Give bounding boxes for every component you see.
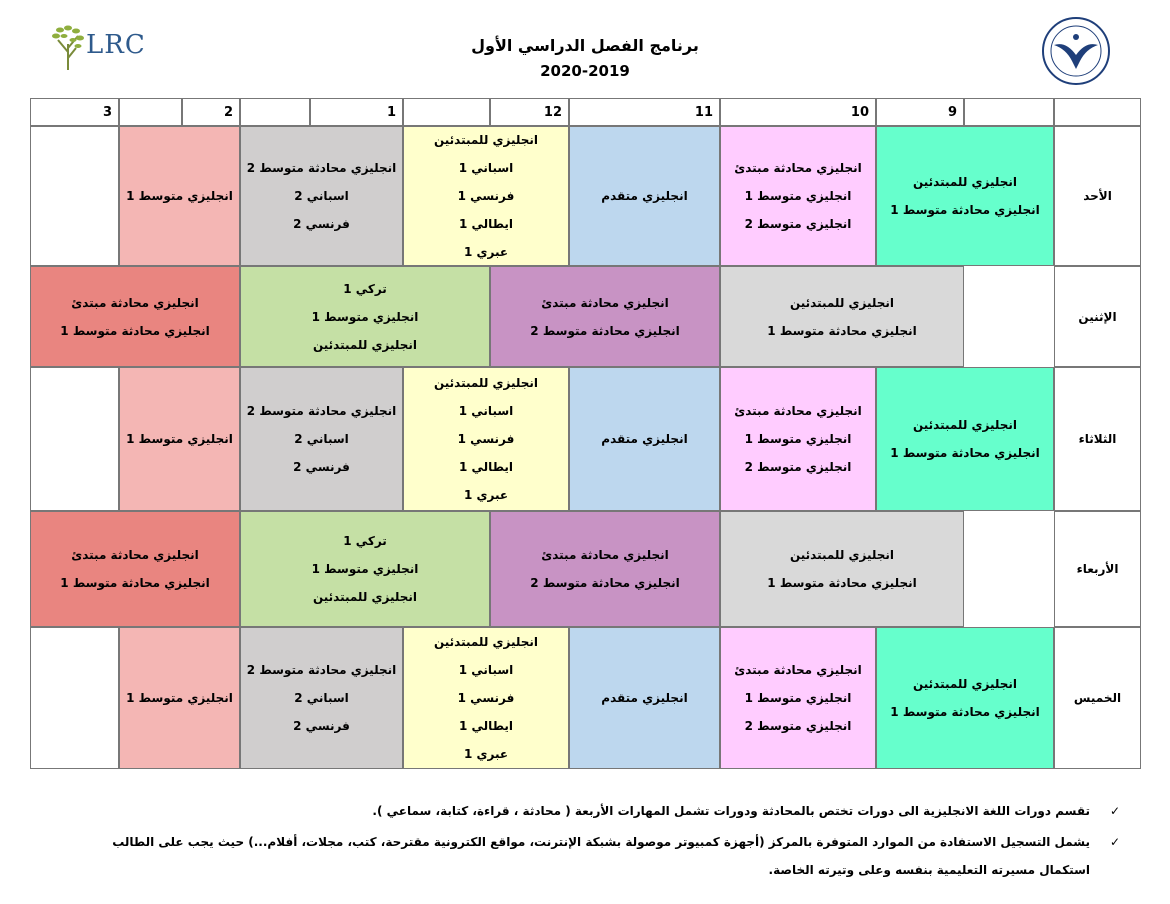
course-cell [569, 367, 720, 511]
time-header [403, 98, 490, 126]
course-cell [720, 126, 876, 266]
course-name: انجليزي متوسط 1 [744, 189, 852, 203]
course-name: ايطالي 1 [459, 217, 513, 231]
course-name: انجليزي متوسط 1 [126, 691, 233, 705]
course-cell [720, 266, 964, 367]
course-cell [876, 627, 1054, 769]
note-text: تقسم دورات اللغة الانجليزية الى دورات تختص بالمحادثة ودورات تشمل المهارات الأربعة ( محادثة ، قراءة، كتابة، سماعي ). [372, 804, 1090, 818]
course-name: انجليزي محادثة متوسط 2 [246, 404, 397, 418]
time-label: 1 [386, 104, 396, 120]
time-header [240, 98, 310, 126]
course-name: فرنسي 2 [293, 217, 350, 231]
course-name: فرنسي 1 [457, 691, 515, 705]
course-name: انجليزي متوسط 1 [744, 691, 852, 705]
check-icon: ✓ [1109, 835, 1120, 849]
check-icon: ✓ [1109, 804, 1120, 818]
course-name: انجليزي متقدم [601, 189, 688, 203]
course-name: انجليزي محادثة مبتدئ [734, 404, 862, 418]
course-name: انجليزي محادثة مبتدئ [71, 295, 199, 310]
course-name: انجليزي متقدم [601, 432, 688, 446]
course-name: اسباني 1 [458, 663, 514, 677]
course-name: انجليزي محادثة متوسط 2 [246, 663, 397, 677]
course-name: انجليزي للمبتدئين [312, 337, 418, 352]
time-label: 10 [850, 104, 869, 120]
course-name: انجليزي محادثة مبتدئ [541, 295, 669, 310]
course-name: عبري 1 [463, 488, 509, 502]
course-name: انجليزي متوسط 1 [126, 189, 233, 203]
course-name: انجليزي محادثة متوسط 2 [530, 576, 680, 590]
university-seal-icon [1040, 15, 1112, 87]
course-name: فرنسي 2 [293, 460, 350, 474]
time-label: 3 [102, 104, 112, 120]
course-name: انجليزي محادثة مبتدئ [734, 161, 862, 175]
course-name: اسباني 1 [458, 161, 514, 175]
course-name: انجليزي محادثة متوسط 1 [767, 323, 917, 338]
time-header [182, 98, 240, 126]
course-cell [720, 367, 876, 511]
course-name: انجليزي متوسط 2 [744, 719, 852, 733]
course-name: انجليزي للمبتدئين [912, 677, 1018, 691]
course-name: اسباني 2 [294, 691, 349, 705]
time-header [30, 98, 119, 126]
course-cell [569, 126, 720, 266]
course-name: انجليزي متوسط 1 [311, 309, 419, 324]
note-text: يشمل التسجيل الاستفادة من الموارد المتوفرة بالمركز (أجهزة كمبيوتر موصولة بشبكة الإنترنت، مواقع الكترونية مقترحة، كتب، مجلات، أفلام...) حيث يجب على الطالب استكمال مسيرته التعليمية بنفسه وعلى وتيرته الخاصة. [112, 835, 1090, 877]
time-label: 12 [543, 104, 562, 120]
course-cell [876, 126, 1054, 266]
course-name: انجليزي محادثة متوسط 2 [530, 323, 680, 338]
course-name: انجليزي للمبتدئين [433, 133, 539, 147]
time-header [310, 98, 403, 126]
course-name: اسباني 2 [294, 189, 349, 203]
course-cell [569, 627, 720, 769]
tree-icon [50, 22, 86, 72]
course-cell [720, 627, 876, 769]
course-name: انجليزي للمبتدئين [912, 418, 1018, 432]
course-name: ايطالي 1 [459, 460, 513, 474]
course-name: انجليزي محادثة متوسط 1 [890, 705, 1040, 719]
day-label: الأربعاء [1054, 511, 1141, 627]
course-name: انجليزي للمبتدئين [789, 295, 895, 310]
course-name: انجليزي للمبتدئين [912, 175, 1018, 189]
course-name: انجليزي متوسط 1 [744, 432, 852, 446]
day-label: الثلاثاء [1054, 367, 1141, 511]
course-name: انجليزي محادثة متوسط 1 [60, 323, 210, 338]
course-cell [240, 627, 403, 769]
course-name: اسباني 2 [294, 432, 349, 446]
course-cell [403, 367, 569, 511]
course-name: انجليزي متوسط 2 [744, 460, 852, 474]
header-corner [1054, 98, 1141, 126]
course-name: انجليزي للمبتدئين [433, 376, 539, 390]
course-name: انجليزي محادثة متوسط 1 [767, 576, 917, 590]
course-name: تركي 1 [343, 534, 387, 548]
course-name: فرنسي 1 [457, 432, 515, 446]
note-1 [60, 797, 1120, 825]
course-cell [876, 367, 1054, 511]
course-name: انجليزي للمبتدئين [433, 635, 539, 649]
course-name: انجليزي محادثة متوسط 2 [246, 161, 397, 175]
course-cell [720, 511, 964, 627]
course-cell [240, 367, 403, 511]
course-name: ايطالي 1 [459, 719, 513, 733]
course-name: انجليزي متقدم [601, 691, 688, 705]
course-cell [490, 266, 720, 367]
course-name: انجليزي محادثة متوسط 1 [890, 203, 1040, 217]
time-header [490, 98, 569, 126]
course-cell [403, 126, 569, 266]
day-label: الخميس [1054, 627, 1141, 769]
course-name: انجليزي محادثة مبتدئ [734, 663, 862, 677]
course-cell [119, 367, 240, 511]
course-name: اسباني 1 [458, 404, 514, 418]
note-2 [60, 828, 1120, 884]
course-name: تركي 1 [343, 281, 387, 296]
time-header [876, 98, 964, 126]
course-name: انجليزي محادثة مبتدئ [541, 548, 669, 562]
course-name: انجليزي محادثة متوسط 1 [60, 576, 210, 590]
course-cell [30, 266, 240, 367]
lrc-logo-text: LRC [86, 30, 146, 60]
course-name: انجليزي متوسط 1 [311, 562, 419, 576]
time-label: 2 [223, 104, 233, 120]
course-name: عبري 1 [463, 245, 509, 259]
day-label: الإثنين [1054, 266, 1141, 367]
course-name: انجليزي للمبتدئين [312, 590, 418, 604]
course-cell [240, 266, 490, 367]
time-header [964, 98, 1054, 126]
time-header [720, 98, 876, 126]
course-name: فرنسي 1 [457, 189, 515, 203]
time-label: 11 [694, 104, 713, 120]
time-header [569, 98, 720, 126]
time-header [119, 98, 182, 126]
course-cell [403, 627, 569, 769]
empty-cell [30, 367, 119, 511]
day-label: الأحد [1054, 126, 1141, 266]
course-cell [30, 511, 240, 627]
course-name: فرنسي 2 [293, 719, 350, 733]
lrc-logo [50, 22, 160, 72]
course-name: انجليزي للمبتدئين [789, 548, 895, 562]
page-title: برنامج الفصل الدراسي الأول [471, 36, 699, 55]
course-name: انجليزي محادثة متوسط 1 [890, 446, 1040, 460]
course-cell [240, 511, 490, 627]
time-label: 9 [947, 104, 957, 120]
empty-cell [30, 627, 119, 769]
academic-year: 2020-2019 [540, 62, 630, 80]
course-cell [490, 511, 720, 627]
course-name: انجليزي محادثة مبتدئ [71, 548, 199, 562]
course-name: انجليزي متوسط 2 [744, 217, 852, 231]
course-name: عبري 1 [463, 747, 509, 761]
course-cell [240, 126, 403, 266]
course-name: انجليزي متوسط 1 [126, 432, 233, 446]
course-cell [119, 627, 240, 769]
empty-cell [30, 126, 119, 266]
course-cell [119, 126, 240, 266]
